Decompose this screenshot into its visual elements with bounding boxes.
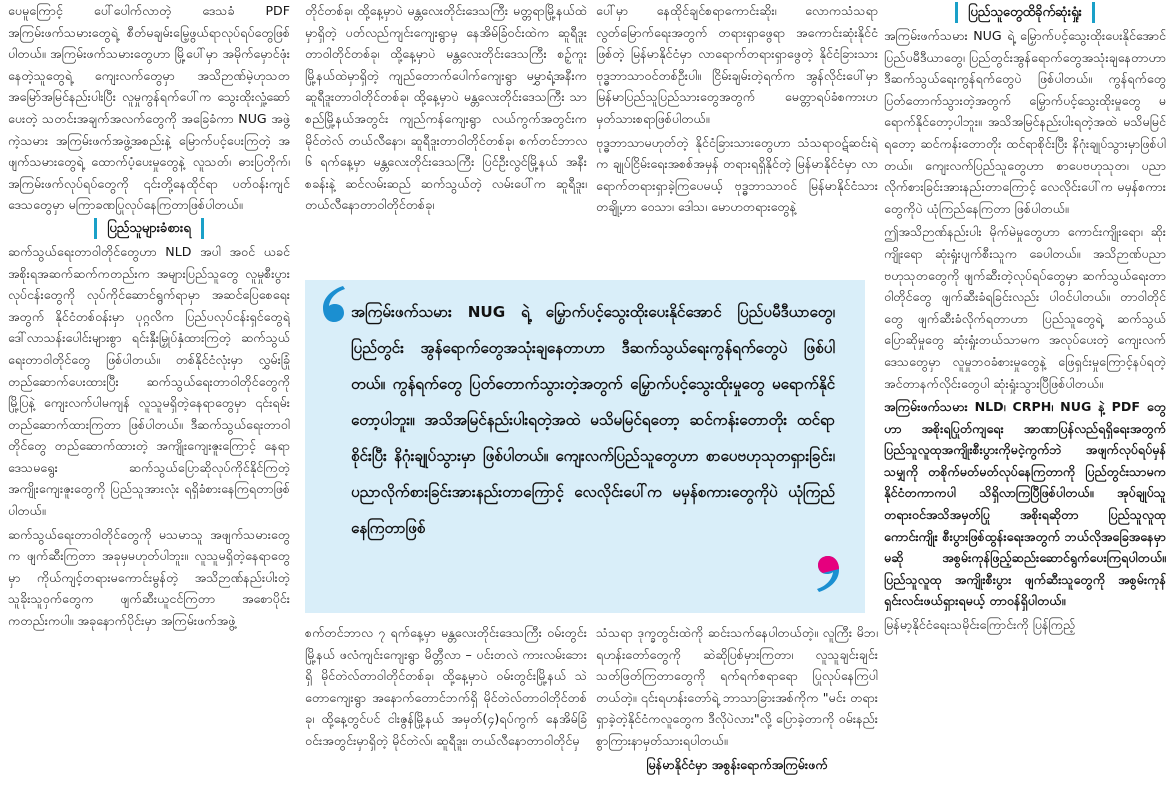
article-column-3-bottom: [596, 622, 878, 800]
section-heading-people-affected: ပြည်သူတွေထိခိုက်ဆုံးရှုံး: [884, 2, 1166, 23]
article-column-4: [884, 0, 1166, 800]
column-3-paragraph-1: ပေါ်မှာ နေထိုင်ချင်စရာကောင်းဆိုး၊ လောကသံသရာလွတ်မြောက်ရေးအတွက် တရားရှာဖွေရာ အကောင်းဆုံးနိုင်ငံဖြစ်တဲ့ မြန်မာနိုင်ငံမှာ လာရောက်တရားရှာဖွေတဲ့ နိုင်ငံခြားသား ဗုဒ္ဓဘာသာဝင်တစ်ဦးပါ။ ငြိမ်းချမ်းတဲ့ရက်က အွန်လိုင်းပေါ်မှာ မြန်မာပြည်သူပြည်သားတွေအတွက် မေတ္တာရပ်ခံစကားပာ မှတ်သားစရာဖြစ်ပါတယ်။: [596, 3, 878, 126]
column-4-paragraph-4: မြန်မာ့နိုင်ငံရေးသမိုင်းကြောင်းကို ပြန်ကြည့်: [884, 617, 1076, 633]
section-heading-people-suffer: ပြည်သူများခံစားရ: [8, 218, 290, 239]
column-1-paragraph-2: ဆက်သွယ်ရေးတာဝါတိုင်တွေဟာ NLD အပါ အဝင် ယခင်အစိုးရအဆက်ဆက်ကတည်းက အများပြည်သူတွေ လူမှုစီးပွားလုပ်ငန်းတွေကို လုပ်ကိုင်ဆောင်ရွက်ရာမှာ အဆင်ပြေစေရေးအတွက် နိုင်ငံတစ်ဝန်းမှာ ပုဂ္ဂလိက ပြည်ပလုပ်ငန်းရှင်တွေရဲ့ ဒေါ်လာသန်းပေါင်းများစွာ ရင်းနှီးမြှုပ်နှံထားကြတဲ့ ဆက်သွယ်ရေးတာဝါတိုင်တွေ ဖြစ်ပါတယ်။ တစ်နိုင်ငံလုံးမှာ လွှမ်းခြုံတည်ဆောက်ပေးထားပြီး ဆက်သွယ်ရေးတာဝါတိုင်တွေကို မြို့ပြနဲ့ ကျေးလက်ပါမကျန် လူသူမရှိတဲ့နေရာတွေမှာ ၎င်းရမ်းတည်ဆောက်ထားကြတာ ဖြစ်ပါတယ်။ ဒီဆက်သွယ်ရေးတာဝါတိုင်တွေ တည်ဆောက်ထားတဲ့ အကျိုးကျေးဇူးကြောင့် နေရာဒေသမရွေး ဆက်သွယ်ပြောဆိုလုပ်ကိုင်နိုင်ကြတဲ့ အကျိုးကျေးဇူးတွေကို ပြည်သူအားလုံး ရရှိခံစားနေကြရတာဖြစ်ပါတယ်။: [8, 243, 290, 519]
quote-open-icon: [317, 284, 347, 326]
pull-quote-text: အကြမ်းဖက်သမား NUG ရဲ့ မြှောက်ပင့်သွေးထိုးပေးနိုင်အောင် ပြည်ပမီဒီယာတွေ၊ ပြည်တွင်း အွန်ရောက်တွေအသုံးချနေတာဟာ ဒီဆက်သွယ်ရေးကွန်ရက်တွေပဲ ဖြစ်ပါတယ်။ ကွန်ရက်တွေ ပြတ်တောက်သွားတဲ့အတွက် မြှောက်ပင့်သွေးထိုးမှုတွေ မရောက်နိုင်တော့ပါဘူး။ အသိအမြင်နည်းပါးရတဲ့အထဲ မသိမမြင်ရတော့ ဆင်ကန်းတောတိုး ထင်ရာစိုင်းပြီး နိဂုံးချုပ်သွားမှာ ဖြစ်ပါတယ်။ ကျေးလက်ပြည်သူတွေဟာ စာပေဗဟုသုတရှားခြင်း၊ ပညာလိုက်စားခြင်းအားနည်းတာကြောင့် လေလိုင်းပေါ်က မမှန်စကားတွေကိုပဲ ယုံကြည်နေကြတာဖြစ်: [351, 303, 835, 537]
article-column-3-top: [596, 0, 878, 275]
article-column-1: [8, 0, 290, 800]
column-4-paragraph-3: အကြမ်းဖက်သမား NLD၊ CRPH၊ NUG နဲ့ PDF တွေဟာ အစိုးရပြုတ်ကျရေး အာဏာပြန်လည်ရရှိရေးအတွက် ပြည်သူလူထုအကျိုးစီးပွားကိုမငဲ့ကွက်ဘဲ အဖျက်လုပ်ရပ်မှန်သမျှကို တစိုက်မတ်မတ်လုပ်နေကြတာကို ပြည်တွင်းသာမက နိုင်ငံတကာကပါ သိရှိလာကြပြီဖြစ်ပါတယ်။ အုပ်ချုပ်သူတရားဝင်အသိအမှတ်ပြု အစိုးရဆိုတာ ပြည်သူလူထုကောင်းကျိုး စီးပွားဖြစ်ထွန်းရေးအတွက် ဘယ်လိုအခြေအနေမှာမဆို အစွမ်းကုန်ဖြည့်ဆည်းဆောင်ရွက်ပေးကြရပါတယ်။ ပြည်သူလူထု အကျိုးစီးပွား ဖျက်ဆီးသူတွေကို အစွမ်းကုန်ရှင်းလင်းဖယ်ရှားရမယ့် တာဝန်ရှိပါတယ်။: [884, 399, 1166, 609]
column-1-paragraph-3: ဆက်သွယ်ရေးတာဝါတိုင်တွေကို မသမာသူ အဖျက်သမားတွေက ဖျက်ဆီးကြတာ အခုမှမဟုတ်ပါဘူး။ လူသူမရှိတဲ့နေရာတွေမှာ ကိုယ်ကျင့်တရားမကောင်းမွန်တဲ့ အသိဉာဏ်နည်းပါးတဲ့ သူခိုးသူဝှက်တွေက ဖျက်ဆီးယူငင်ကြတာ အစောပိုင်းကတည်းကပါ။ အခုနောက်ပိုင်းမှာ အကြမ်းဖက်အဖွဲ့: [8, 526, 290, 629]
column-2-paragraph-1: တိုင်တစ်ခု၊ ထို့နေ့မှာပဲ မန္တလေးတိုင်းဒေသကြီး မတ္တရာမြို့နယ်ထဲမှာရှိတဲ့ ပတ်လည်ကျင်းကျေးရွာမှ နေအိမ်ခြံဝင်းထဲက ဆူရီဒူးတာဝါတိုင်တစ်ခု၊ ထို့နေ့မှာပဲ မန္တလေးတိုင်းဒေသကြီး စဉ့်ကူးမြို့နယ်ထဲမှာရှိတဲ့ ကျည်တောက်ပေါက်ကျေးရွာ မမွှာရံ့အနီးက ဆူရီဒူးတာဝါတိုင်တစ်ခု၊ ထို့နေ့မှာပဲ မန္တလေးတိုင်းဒေသကြီး သာစည်မြို့နယ်အတွင်း ကျည်ကန်ကျေးရွာ လယ်ကွက်အတွင်းက မိုင်တဲလ် တယ်လီနော၊ ဆူရီဒူးတာဝါတိုင်တစ်ခု၊ စက်တင်ဘာလ ၆ ရက်နေ့မှာ မန္တလေးတိုင်းဒေသကြီး ပြင်ဦးလွင်မြို့နယ် အနီးစခန်းနဲ့ ဆင်လမ်းဆည် ဆက်သွယ်တဲ့ လမ်းပေါ်က ဆူရီဒူး၊ တယ်လီနောတာဝါတိုင်တစ်ခု၊: [305, 3, 587, 213]
column-3-bottom-heading: မြန်မာနိုင်ငံမှာ အစွန်းရောက်အကြမ်းဖက်: [646, 756, 828, 772]
article-column-2-bottom: [305, 622, 587, 800]
pull-quote-box: [305, 280, 865, 613]
column-2-bottom-paragraph-1: စက်တင်ဘာလ ၇ ရက်နေ့မှာ မန္တလေးတိုင်းဒေသကြီး ဝမ်းတွင်းမြို့နယ် ဖလံကျင်းကျေးရွာ မိတ္တီလာ – ပင်းတလဲ ကားလမ်းဘေးရှိ မိုင်တဲလ်တာဝါတိုင်တစ်ခု၊ ထို့နေ့မှာပဲ ဝမ်းတွင်းမြို့နယ် သဲတောကျေးရွာ အနောက်တောင်ဘက်ရှိ မိုင်တဲလ်တာဝါတိုင်တစ်ခု၊ ထို့နေ့တွင်ပင် ငါးဇွန်မြို့နယ် အမှတ်(၄)ရပ်ကွက် နေအိမ်ခြံဝင်းအတွင်းမှာရှိတဲ့ မိုင်တဲလ်၊ ဆူရီဒူး၊ တယ်လီနောတာဝါတိုင်မှ: [305, 625, 587, 748]
column-1-paragraph-1: ပေမူကြောင့် ပေါ်ပေါက်လာတဲ့ ဒေသခံ PDF အကြမ်းဖက်သမားတွေရဲ့ စီတ်မချမ်းမြေ့ဖွယ်ရာလုပ်ရပ်တွေဖြစ်ပါတယ်။ အကြမ်းဖက်သမားတွေဟာ မြို့ပေါ်မှာ အမိုက်မှောင်ဖုံးနေတဲ့သူတွေရဲ့ ကျေးလက်တွေမှာ အသိဉာဏ်မဲ့ဟုသတ အမြော်အမြင်နည်းပါးပြီး လူမှုကွန်ရက်ပေါ်က သွေးထိုးလှုံ့ဆော်ပေးတဲ့ သတင်းအချက်အလက်တွေကို အခြေခံကာ NUG အဖွဲ့ကဲ့သမား အကြမ်းဖက်အဖွဲ့အစည်းနဲ့ မြောက်ပင့်ပေးကြတဲ့ အဖျက်သမားတွေရဲ့ ထောက်ပံ့ပေးမှုတွေနဲ့ လူသတ်၊ ဓားပြတိုက်၊ အကြမ်းဖက်လုပ်ရပ်တွေကို ၎င်းတို့နေထိုင်ရာ ပတ်ဝန်းကျင်ဒေသတွေမှာ မကြာခဏပြုလုပ်နေကြတာဖြစ်ပါတယ်။: [8, 3, 290, 213]
article-column-2-top: [305, 0, 587, 275]
column-3-paragraph-2: ဗုဒ္ဓဘာသာမဟုတ်တဲ့ နိုင်ငံခြားသားတွေဟာ သံသရာဝဋ်ဆင်းရဲက ချုပ်ငြိမ်းရေးအစစ်အမှန် တရားရရှိနိုင်တဲ့ မြန်မာနိုင်ငံမှာ လာရောက်တရားရှာခဲ့ကြပေမယ့် ဗုဒ္ဓဘာသာဝင် မြန်မာနိုင်ငံသားတချို့ဟာ ဝေသာ၊ ဒေါသ၊ မောဟတရားတွေနဲ့: [596, 134, 878, 215]
column-4-paragraph-2: ဤအသိဉာဏ်နည်းပါး မိုက်မဲမှုတွေဟာ ကောင်းကျိုးရော၊ ဆိုးကျိုးရော ဆုံးရှုံးပျက်စီးသူက ခေပါတယ်။ အသိဉာဏ်ပညာဗဟုသုတတွေကို ဖျက်ဆီးတဲ့လုပ်ရပ်တွေမှာ ဆက်သွယ်ရေးတာဝါတိုင်တွေ ဖျက်ဆီးခံရခြင်းလည်း ပါဝင်ပါတယ်။ တာဝါတိုင်တွေ ဖျက်ဆီးခံလိုက်ရတာဟာ ပြည်သူတွေရဲ့ ဆက်သွယ်ပြောဆိုမှုတွေ ဆုံးရှုံးတယ်သာမက အလုပ်ပေးတဲ့ ကျေးလက်ဒေသတွေမှာ လူမှုဘဝခံစားမှုတွေနဲ့ ဖြေရှင်းမှုကြောင့်နပ်ရတဲ့ အင်တာနက်လိုင်းတွေပါ ဆုံးရှုံးသွားပြီဖြစ်ပါတယ်။: [884, 224, 1166, 391]
column-4-paragraph-1: အကြမ်းဖက်သမား NUG ရဲ့ မြှောက်ပင့်သွေးထိုးပေးနိုင်အောင် ပြည်ပမီဒီယာတွေ၊ ပြည်တွင်းအွန်ရောက်တွေအသုံးချနေတာဟာ ဒီဆက်သွယ်ရေးကွန်ရက်တွေပဲ ဖြစ်ပါတယ်။ ကွန်ရက်တွေ ပြတ်တောက်သွားတဲ့အတွက် မြှောက်ပင့်သွေးထိုးမှုတွေ မရောက်နိုင်တော့ပါဘူး။ အသိအမြင်နည်းပါးရတဲ့အထဲ မသိမမြင်ရတော့ ဆင်ကန်းတောတိုး ထင်ရာစိုင်းပြီး နိဂုံးချုပ်သွားမှာဖြစ်ပါတယ်။ ကျေးလက်ပြည်သူတွေဟာ စာပေဗဟုသုတ၊ ပညာလိုက်စားခြင်းအားနည်းတာကြောင့် လေလိုင်းပေါ်က မမှန်စကားတွေကိုပဲ ယုံကြည်နေကြတာ ဖြစ်ပါတယ်။: [884, 28, 1166, 216]
column-3-bottom-paragraph-1: သံသရာ ဒုက္ခတွင်းထဲကို ဆင်းသက်နေပါတယ်တဲ့။ လူကြီး မိဘ၊ ရဟန်းတော်တွေကို ဆဲဆိုပြစ်မှားကြတာ၊ လူသူချင်းချင်း သတ်ဖြတ်ကြတာတွေကို ရက်ရက်စရာရော ပြုလုပ်နေကြပါတယ်တဲ့။ ၎င်းရဟန်းတော်ရဲ့ ဘာသာခြားအစ်ကိုက "မင်း တရားရှာခဲ့တဲ့နိုင်ငံကလူတွေက ဒီလိုပဲလား"လို့ ပြောခဲ့တာကို ဝမ်းနည်းစွာကြားနာမှတ်သားရပါတယ်။: [596, 625, 878, 748]
quote-close-icon: [815, 552, 845, 594]
